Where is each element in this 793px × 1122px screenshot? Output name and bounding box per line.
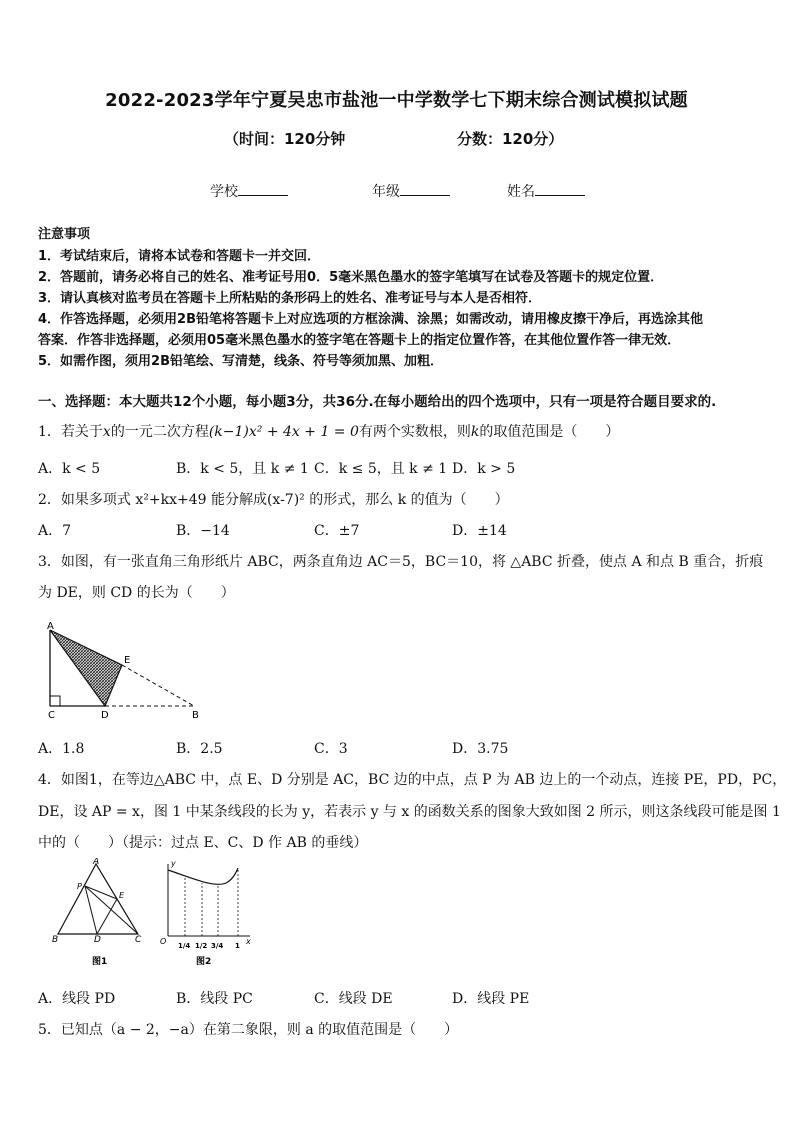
exam-title: 2022-2023学年宁夏吴忠市盐池一中学数学七下期末综合测试模拟试题 bbox=[105, 90, 688, 111]
q3-triangle-figure bbox=[40, 618, 210, 724]
q1-var-x: x bbox=[102, 424, 111, 440]
label-e: E bbox=[124, 655, 131, 666]
label-d: D bbox=[94, 935, 101, 945]
q1-post: 有两个实数根，则 bbox=[358, 424, 471, 440]
q1-option-c: C．k ≤ 5，且 k ≠ 1 bbox=[314, 461, 448, 477]
notice-heading: 注意事项 bbox=[38, 227, 91, 242]
notice-item: 答案．作答非选择题，必须用05毫米黑色墨水的签字笔在答题卡上的指定位置作答，在其他位置作答一律无效． bbox=[38, 333, 681, 348]
school-blank bbox=[238, 181, 288, 196]
q3-option-a: A．1.8 bbox=[38, 741, 85, 757]
q4-figure-2 bbox=[158, 858, 254, 970]
label-b: B bbox=[52, 935, 59, 945]
folded-region bbox=[50, 630, 122, 706]
notice-item: 4．作答选择题，必须用2B铅笔将答题卡上对应选项的方框涂满、涂黑；如需改动，请用橡皮擦干净后，再选涂其他 bbox=[38, 312, 704, 327]
notice-item: 5．如需作图，须用2B铅笔绘、写清楚，线条、符号等须加黑、加粗． bbox=[38, 354, 443, 369]
question-3-line-1: 3．如图，有一张直角三角形纸片 ABC，两条直角边 AC＝5，BC＝10，将 △ABC 折叠，使点 A 和点 B 重合，折痕 bbox=[38, 554, 764, 570]
notice-item: 2．答题前，请务必将自己的姓名、准考证号用0．5毫米黑色墨水的签字笔填写在试卷及答题卡的规定位置． bbox=[38, 270, 664, 285]
q2-option-d: D．±14 bbox=[452, 523, 507, 539]
exam-time: （时间：120分钟 bbox=[224, 130, 346, 148]
grade-field bbox=[372, 181, 450, 201]
question-4-line-1: 4．如图1，在等边△ABC 中，点 E、D 分别是 AC，BC 边的中点，点 P 为 AB 边上的一个动点，连接 PE，PD，PC， bbox=[38, 772, 787, 788]
tick-quarter: 1/4 bbox=[178, 942, 191, 950]
question-5: 5．已知点（a − 2，−a）在第二象限，则 a 的取值范围是（ ） bbox=[38, 1022, 459, 1038]
exam-score: 分数：120分） bbox=[457, 130, 564, 148]
side-eb-dashed bbox=[122, 665, 194, 706]
tick-half: 1/2 bbox=[195, 942, 208, 950]
question-4-line-3: 中的（ ）（提示：过点 E、C、D 作 AB 的垂线） bbox=[38, 835, 368, 851]
segment-pd bbox=[85, 886, 97, 934]
label-c: C bbox=[48, 710, 55, 721]
segment-de bbox=[97, 899, 117, 934]
question-3-line-2: 为 DE，则 CD 的长为（ ） bbox=[38, 585, 235, 601]
label-p: P bbox=[77, 882, 82, 891]
label-d: D bbox=[101, 710, 109, 721]
name-blank bbox=[535, 181, 585, 196]
label-x: x bbox=[246, 937, 251, 946]
q3-option-b: B．2.5 bbox=[176, 741, 223, 757]
notice-item: 1．考试结束后，请将本试卷和答题卡一并交回． bbox=[38, 249, 321, 264]
figure-1-caption: 图1 bbox=[92, 957, 108, 967]
q1-option-b: B．k < 5，且 k ≠ 1 bbox=[176, 461, 309, 477]
q3-option-d: D．3.75 bbox=[452, 741, 509, 757]
school-field bbox=[210, 181, 288, 201]
q1-option-a: A．k < 5 bbox=[38, 461, 101, 477]
q4-option-b: B．线段 PC bbox=[176, 991, 253, 1007]
grade-blank bbox=[400, 181, 450, 196]
q4-option-a: A．线段 PD bbox=[38, 991, 116, 1007]
notice-item: 3．请认真核对监考员在答题卡上所粘贴的条形码上的姓名、准考证号与本人是否相符． bbox=[38, 291, 542, 306]
q2-option-c: C．±7 bbox=[314, 523, 360, 539]
name-field bbox=[507, 181, 585, 201]
label-c: C bbox=[135, 935, 142, 945]
tick-one: 1 bbox=[235, 942, 240, 950]
tick-three-quarter: 3/4 bbox=[211, 942, 224, 950]
question-4-line-2: DE，设 AP = x，图 1 中某条线段的长为 y，若表示 y 与 x 的函数关系的图象大致如图 2 所示，则这条线段可能是图 1 bbox=[38, 804, 781, 820]
q1-option-d: D．k > 5 bbox=[452, 461, 516, 477]
label-o: O bbox=[160, 937, 167, 946]
q1-equation: (k−1)x² + 4x + 1 = 0 bbox=[208, 424, 359, 440]
figure-2-caption: 图2 bbox=[196, 957, 212, 967]
function-curve bbox=[168, 868, 238, 884]
label-b: B bbox=[192, 710, 199, 721]
q4-option-c: C．线段 DE bbox=[314, 991, 393, 1007]
question-1 bbox=[38, 421, 619, 441]
q4-figure-1 bbox=[40, 858, 152, 970]
grade-label: 年级 bbox=[372, 184, 400, 200]
q2-option-b: B．−14 bbox=[176, 523, 230, 539]
q1-mid: 的一元二次方程 bbox=[110, 424, 209, 440]
label-e: E bbox=[119, 891, 125, 900]
q2-option-a: A．7 bbox=[38, 523, 72, 539]
name-label: 姓名 bbox=[507, 184, 535, 200]
q3-option-c: C．3 bbox=[314, 741, 348, 757]
label-y: y bbox=[171, 859, 176, 868]
segment-pc bbox=[85, 886, 138, 934]
label-a: A bbox=[47, 621, 54, 632]
q4-option-d: D．线段 PE bbox=[452, 991, 530, 1007]
school-label: 学校 bbox=[210, 184, 238, 200]
right-angle-mark bbox=[50, 696, 60, 706]
q1-pre: 1．若关于 bbox=[38, 424, 103, 440]
q1-end: 的取值范围是（ ） bbox=[479, 424, 620, 440]
label-a: A bbox=[93, 858, 100, 867]
q1-var-k: k bbox=[470, 424, 480, 440]
section-heading: 一、选择题：本大题共12个小题，每小题3分，共36分.在每小题给出的四个选项中，只有一项是符合题目要求的. bbox=[38, 394, 717, 410]
question-2: 2．如果多项式 x²+kx+49 能分解成(x-7)² 的形式，那么 k 的值为（ ） bbox=[38, 492, 509, 508]
segment-pe bbox=[85, 886, 117, 899]
